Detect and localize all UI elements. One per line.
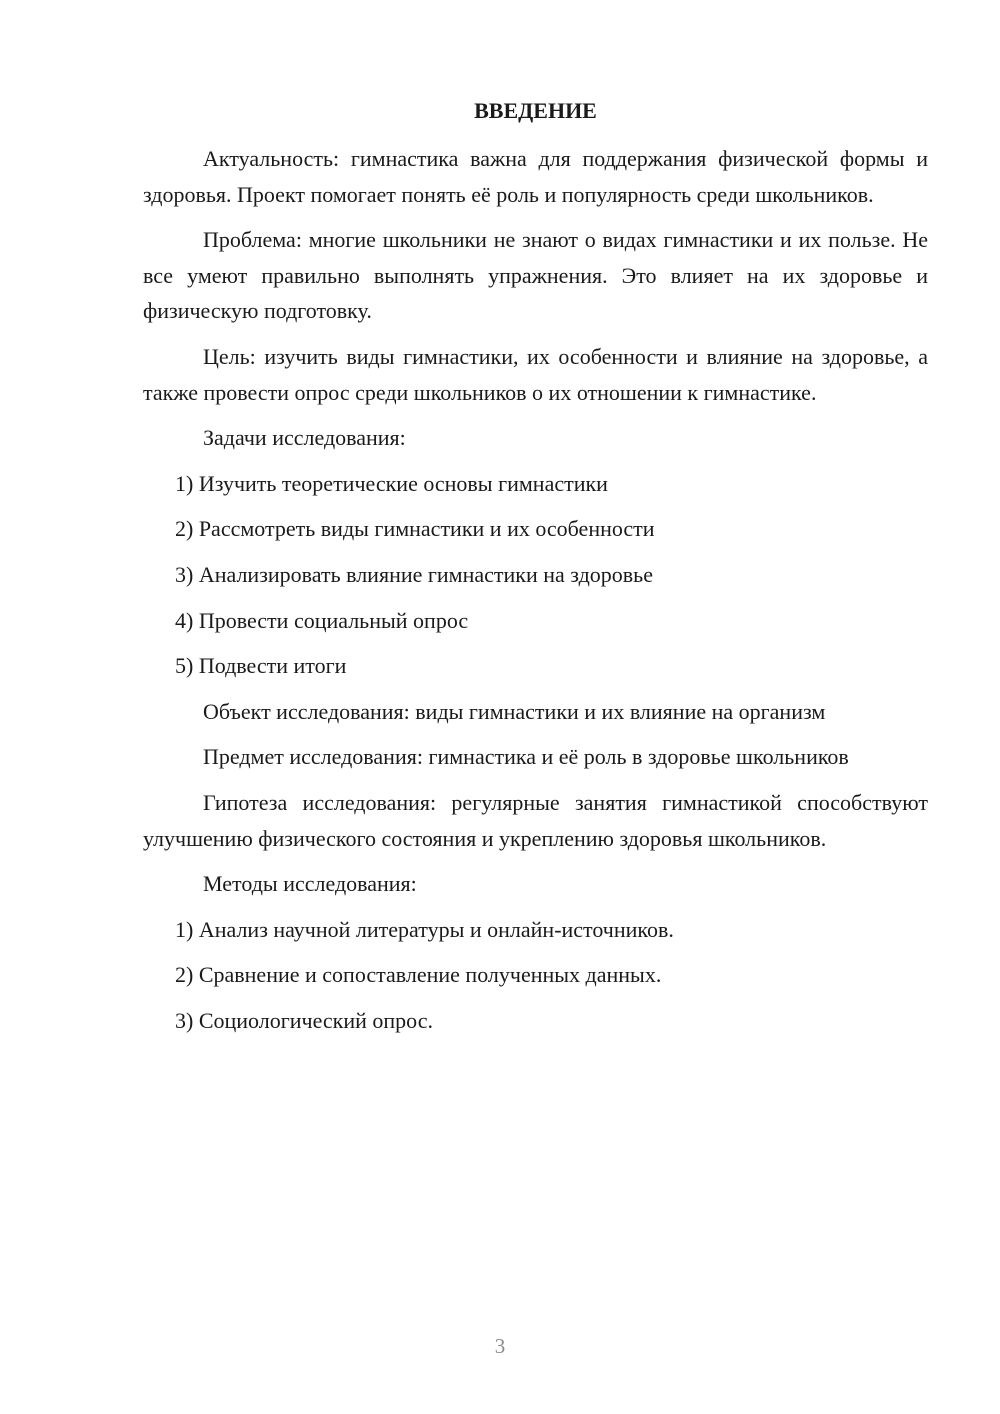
list-item: 2) Рассмотреть виды гимнастики и их особенности xyxy=(175,516,655,542)
problem-paragraph: Проблема: многие школьники не знают о видах гимнастики и их пользе. Не все умеют правильно выполнять упражнения. Это влияет на их здоровье и физическую подготовку. xyxy=(143,227,928,324)
section-body xyxy=(143,141,928,1048)
list-item: 1) Анализ научной литературы и онлайн-источников. xyxy=(175,916,674,942)
goal-paragraph: Цель: изучить виды гимнастики, их особенности и влияние на здоровье, а также провести опрос среди школьников о их отношении к гимнастике. xyxy=(143,343,928,405)
list-item: 3) Социологический опрос. xyxy=(175,1007,433,1033)
object-paragraph: Объект исследования: виды гимнастики и их влияние на организм xyxy=(203,698,826,724)
list-item: 5) Подвести итоги xyxy=(175,653,347,679)
list-item: 2) Сравнение и сопоставление полученных данных. xyxy=(175,962,662,988)
section-title: ВВЕДЕНИЕ xyxy=(474,98,597,123)
list-item: 1) Изучить теоретические основы гимнастики xyxy=(175,470,608,496)
methods-heading: Методы исследования: xyxy=(203,871,417,897)
tasks-heading: Задачи исследования: xyxy=(203,425,406,451)
relevance-paragraph: Актуальность: гимнастика важна для поддержания физической формы и здоровья. Проект помогает понять её роль и популярность среди школьников. xyxy=(143,146,928,207)
list-item: 3) Анализировать влияние гимнастики на здоровье xyxy=(175,561,653,587)
page-number: 3 xyxy=(494,1334,506,1358)
hypothesis-paragraph: Гипотеза исследования: регулярные занятия гимнастикой способствуют улучшению физического состояния и укреплению здоровья школьников. xyxy=(143,789,928,851)
list-item: 4) Провести социальный опрос xyxy=(175,607,469,633)
subject-paragraph: Предмет исследования: гимнастика и её роль в здоровье школьников xyxy=(203,744,849,770)
